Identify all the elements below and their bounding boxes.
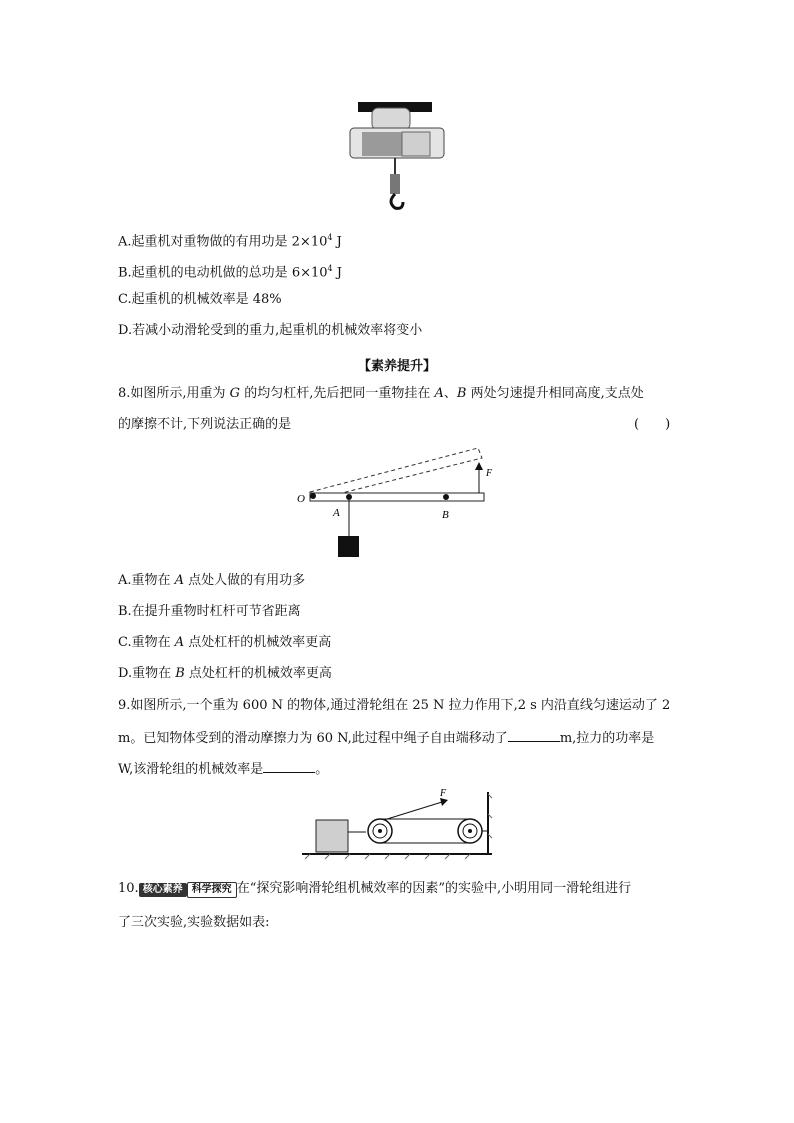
q9-stem-line3: W,该滑轮组的机械效率是 。 <box>118 762 329 777</box>
label-f: F <box>440 788 447 799</box>
q8-stem-line2: 的摩擦不计,下列说法正确的是 <box>118 417 292 432</box>
core-literacy-badge: 核心素养 <box>139 883 187 897</box>
lever-diagram <box>292 440 502 566</box>
q7-option-d: D.若减小动滑轮受到的重力,起重机的机械效率将变小 <box>118 323 423 338</box>
q8-stem-line1: 8.如图所示,用重为 G 的均匀杠杆,先后把同一重物挂在 A、B 两处匀速提升相同高度,支点处 <box>118 386 644 401</box>
q8-option-a: A.重物在 A 点处人做的有用功多 <box>118 573 306 588</box>
section-heading: 【素养提升】 <box>357 359 436 374</box>
pulley-system-diagram <box>300 788 494 864</box>
q8-option-b: B.在提升重物时杠杆可节省距离 <box>118 604 301 619</box>
q8-option-d: D.重物在 B 点处杠杆的机械效率更高 <box>118 666 332 681</box>
label-f: F <box>486 468 493 479</box>
q9-stem-line1: 9.如图所示,一个重为 600 N 的物体,通过滑轮组在 25 N 拉力作用下,2 s 内沿直线匀速运动了 2 <box>118 698 671 713</box>
q8-option-c: C.重物在 A 点处杠杆的机械效率更高 <box>118 635 332 650</box>
q7-option-a: A.起重机对重物做的有用功是 $2\times 10^4$ J <box>118 233 342 250</box>
crane-illustration <box>340 100 450 222</box>
q8-answer-bracket: ( ) <box>634 417 671 432</box>
answer-blank-distance[interactable] <box>508 729 560 742</box>
q10-stem-line1: 10. 核心素养 科学探究 在“探究影响滑轮组机械效率的因素”的实验中,小明用同一滑轮组进行 <box>118 881 632 896</box>
q9-stem-line2: m。已知物体受到的滑动摩擦力为 60 N,此过程中绳子自由端移动了 m,拉力的功率是 <box>118 731 655 746</box>
science-inquiry-badge: 科学探究 <box>187 882 237 898</box>
q10-stem-line2: 了三次实验,实验数据如表: <box>118 915 270 930</box>
label-o: O <box>297 493 305 505</box>
label-b: B <box>442 509 449 521</box>
label-a: A <box>333 507 340 519</box>
q7-option-b: B.起重机的电动机做的总功是 $6\times 10^4$ J <box>118 264 342 281</box>
answer-blank-efficiency[interactable] <box>263 760 315 773</box>
q7-option-c: C.起重机的机械效率是 48% <box>118 292 282 307</box>
